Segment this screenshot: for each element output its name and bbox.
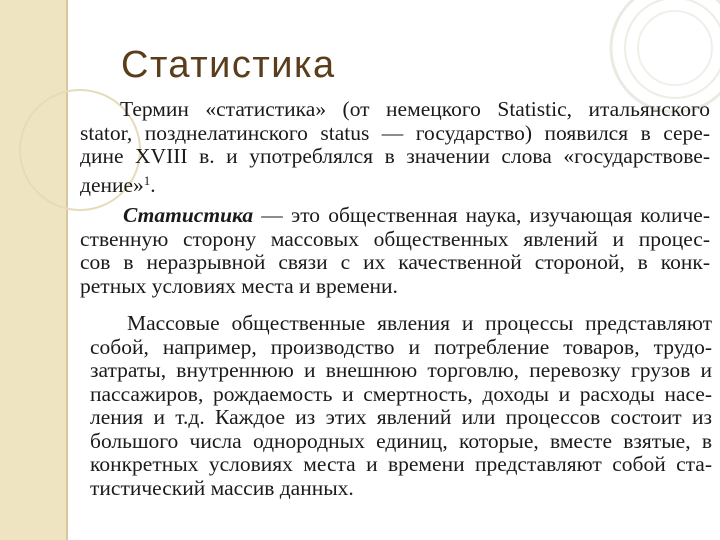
defined-term: Статистика: [123, 203, 254, 227]
text-line: дине XVIII в. и употреблялся в значении слова «государствове-: [80, 144, 710, 168]
text-line: Термин «статистика» (от немецкого Statistic, итальянского: [120, 97, 710, 121]
text-line: затраты, внутреннюю и внешнюю торговлю, перевозку грузов и: [90, 358, 712, 382]
ring-outer: [611, 0, 720, 112]
ring-inner: [638, 11, 712, 85]
text-line: пассажиров, рождаемость и смертность, доходы и расходы насе-: [90, 381, 712, 406]
text-line-last: тистический массив данных.: [90, 475, 354, 500]
ring-middle: [625, 0, 720, 98]
text-line: [80, 204, 710, 228]
paragraph-examples: [90, 312, 712, 500]
text-line: Массовые общественные явления и процессы представляют: [127, 311, 712, 335]
text-line: большого числа однородных единиц, которые, вместе взятые, в: [90, 428, 712, 453]
text-line: сов в неразрывной связи с их качественной стороной, в конк-: [80, 250, 710, 274]
text-fragment: — это общественная наука, изучающая количе-: [253, 203, 710, 227]
text-line: ления и т.д. Каждое из этих явлений или процессов состоит из: [90, 405, 712, 429]
slide-title: Статистика: [121, 44, 336, 86]
text-line-last: ретных условиях места и времени.: [80, 273, 398, 298]
text-line-last: [80, 169, 710, 198]
text-fragment: .: [150, 172, 156, 197]
text-line: конкретных условиях места и времени представляют собой ста-: [90, 452, 712, 476]
paragraph-term-origin: [80, 98, 710, 197]
text-fragment: дение»: [80, 172, 144, 197]
paragraph-definition: [80, 204, 710, 298]
footnote-marker: 1: [143, 172, 151, 188]
text-line: собой, например, производство и потребление товаров, трудо-: [90, 334, 712, 359]
text-line: stator, позднелатинского status — государство) появился в сере-: [80, 120, 710, 145]
text-line: ственную сторону массовых общественных явлений и процес-: [80, 226, 710, 251]
